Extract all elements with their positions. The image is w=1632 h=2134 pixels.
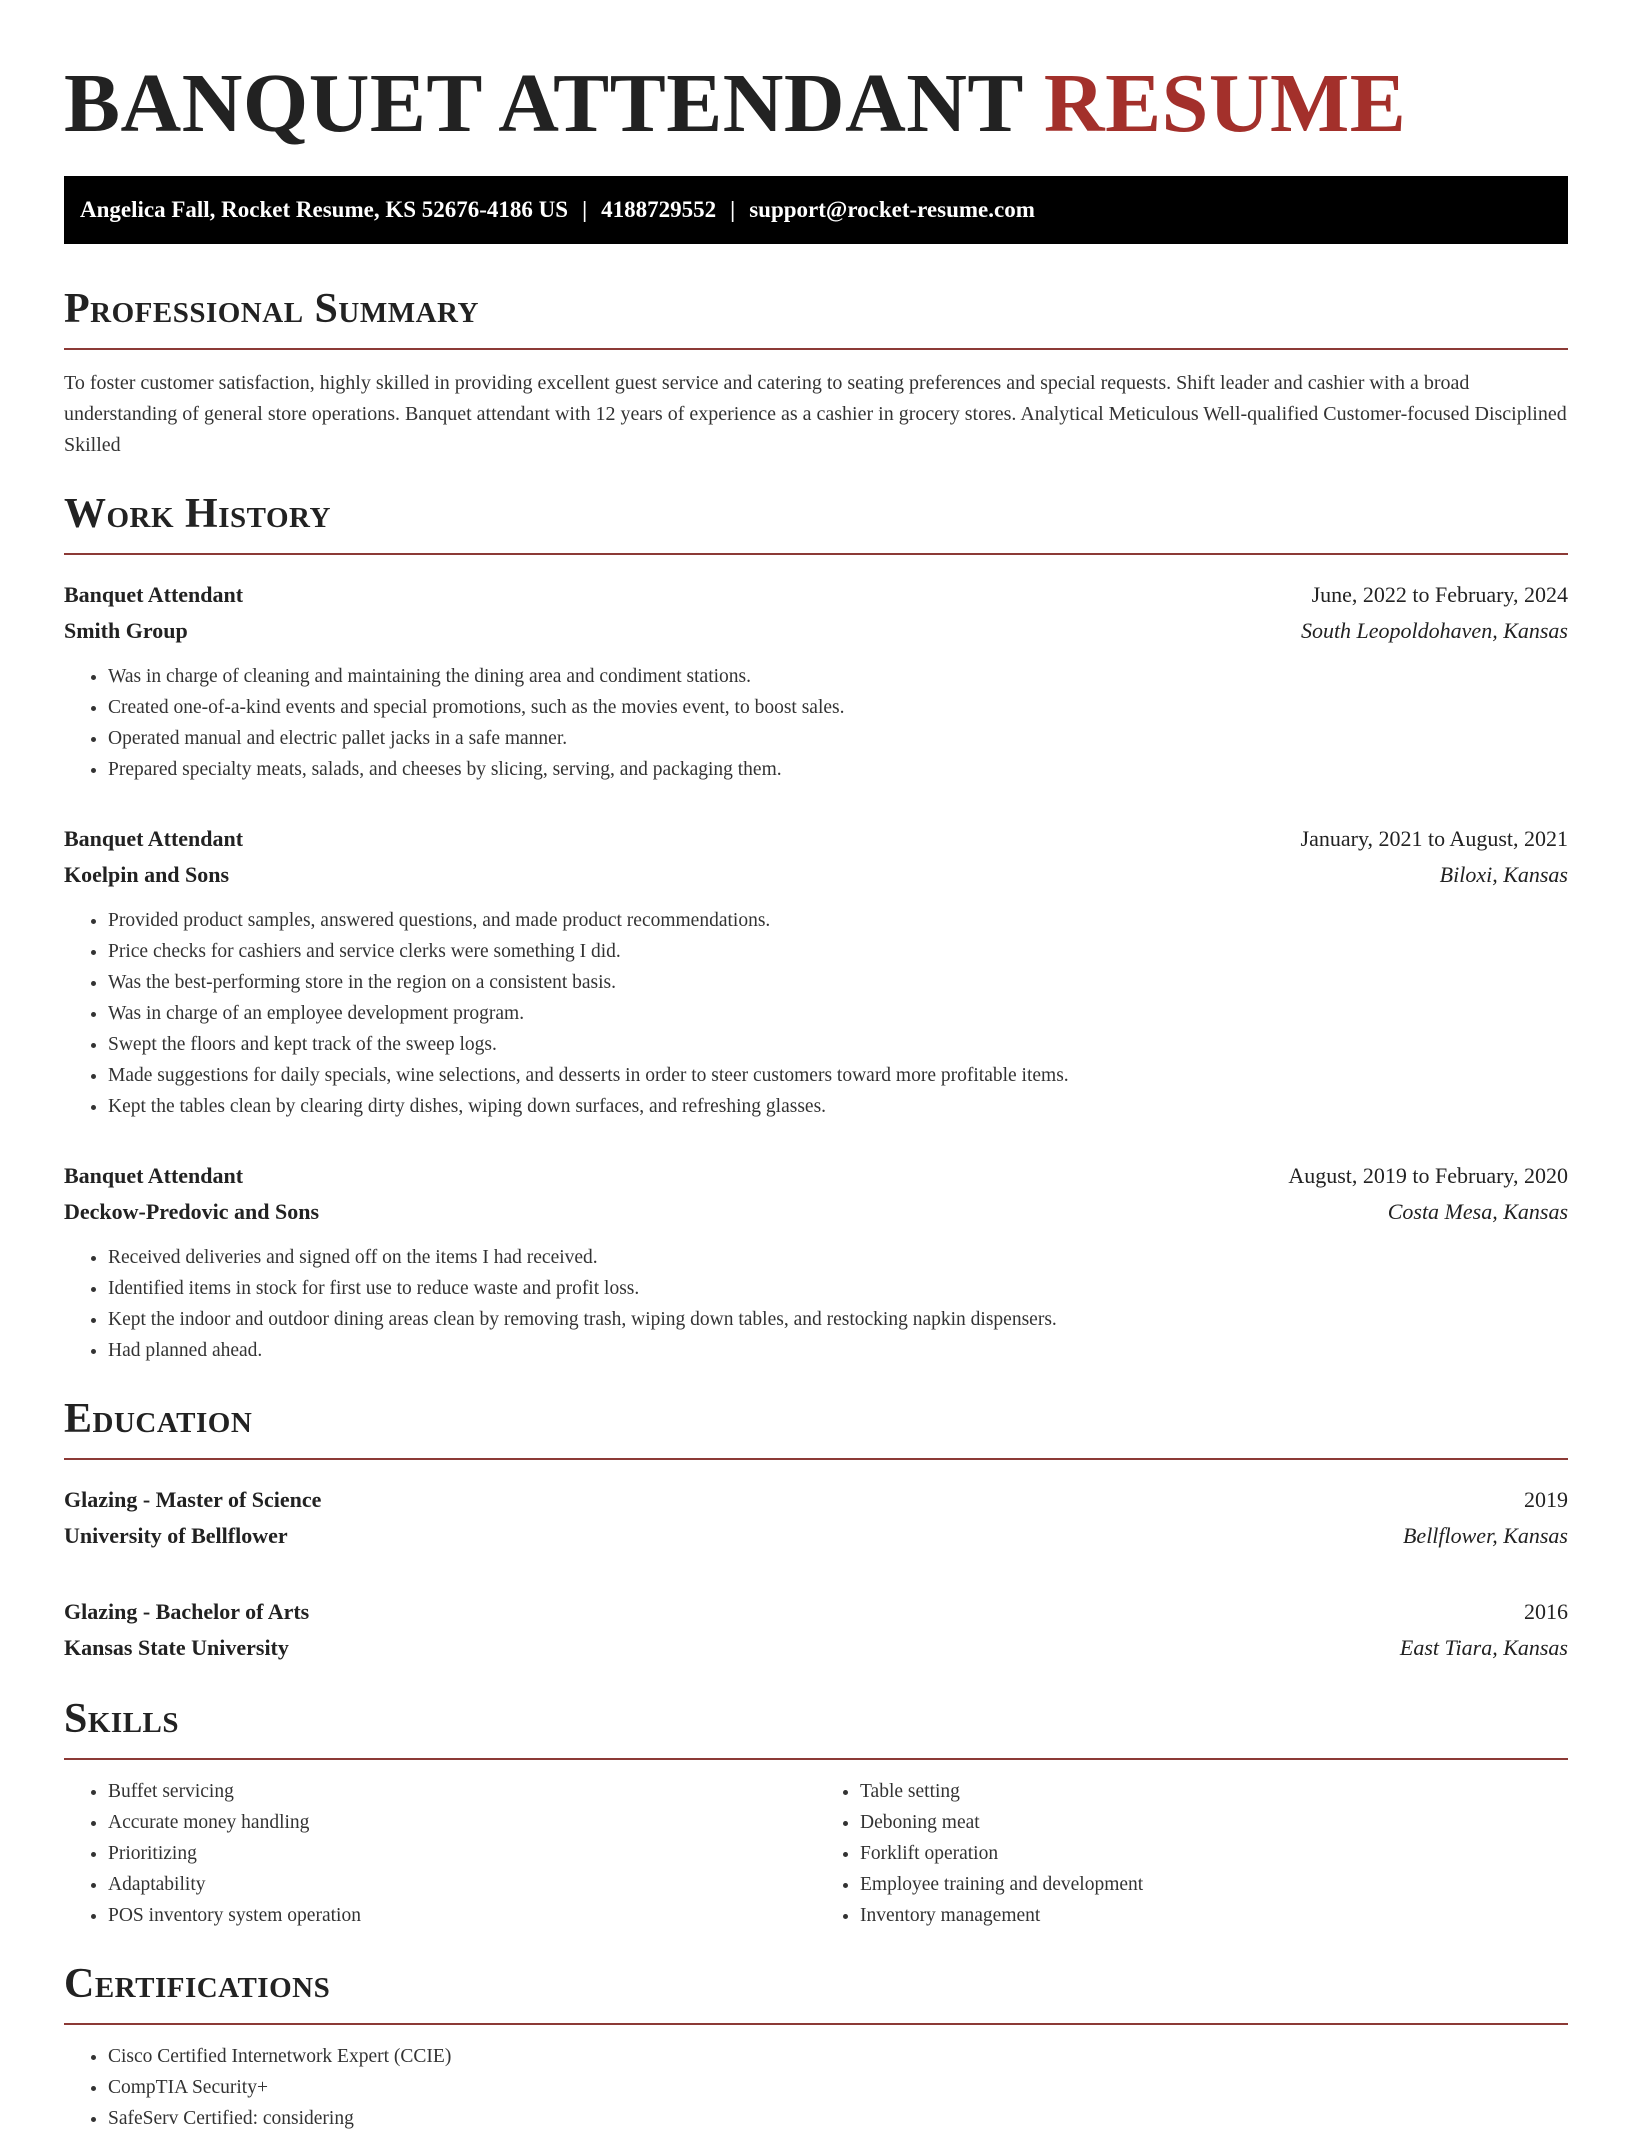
education-school: Kansas State University [64,1635,289,1660]
education-degree-row [64,1482,1568,1518]
skill-item: • Adaptability [108,1869,816,1900]
job-header-row [64,1158,1568,1194]
education-entry [64,1594,1568,1666]
skill-item: • Deboning meat [860,1807,1568,1838]
summary-section [64,284,1568,461]
job-bullet: • Prepared specialty meats, salads, and cheeses by slicing, serving, and packaging them. [108,754,1568,785]
job-bullet: • Kept the tables clean by clearing dirty dishes, wiping down surfaces, and refreshing glasses. [108,1091,1568,1122]
title-main: BANQUET ATTENDANT [64,57,1023,150]
education-school: University of Bellflower [64,1523,288,1548]
job-bullet: • Received deliveries and signed off on the items I had received. [108,1242,1568,1273]
job-bullet: • Kept the indoor and outdoor dining areas clean by removing trash, wiping down tables, and restocking napkin dispensers. [108,1304,1568,1335]
certification-item: • Cisco Certified Internetwork Expert (CCIE) [108,2041,1568,2072]
job-bullet: • Was in charge of cleaning and maintaining the dining area and condiment stations. [108,661,1568,692]
contact-phone[interactable]: 4188729552 [601,197,717,222]
job-dates: June, 2022 to February, 2024 [1311,582,1568,607]
job-bullet: • Was the best-performing store in the region on a consistent basis. [108,967,1568,998]
job-bullet: • Provided product samples, answered questions, and made product recommendations. [108,905,1568,936]
section-heading-certifications: Certifications [64,1959,1568,2025]
certifications-section [64,1959,1568,2134]
job-bullet: • Price checks for cashiers and service clerks were something I did. [108,936,1568,967]
job-bullet: • Created one-of-a-kind events and special promotions, such as the movies event, to boost sales. [108,692,1568,723]
skills-list-right [816,1776,1568,1931]
job-entry [64,577,1568,785]
education-school-row [64,1518,1568,1554]
job-dates: January, 2021 to August, 2021 [1300,826,1568,851]
job-bullet: • Made suggestions for daily specials, wine selections, and desserts in order to steer customers toward more profitable items. [108,1060,1568,1091]
job-dates: August, 2019 to February, 2020 [1288,1163,1568,1188]
skill-item: • Employee training and development [860,1869,1568,1900]
skill-item: • POS inventory system operation [108,1900,816,1931]
job-bullets [64,1242,1568,1366]
title-accent: RESUME [1043,57,1407,150]
skill-item: • Accurate money handling [108,1807,816,1838]
job-header-row [64,821,1568,857]
contact-separator: | [582,197,588,222]
job-entry [64,821,1568,1122]
education-degree-row [64,1594,1568,1630]
resume-page [64,0,1568,2134]
job-company: Smith Group [64,618,188,643]
education-school-row [64,1630,1568,1666]
education-year: 2019 [1524,1487,1568,1512]
contact-separator: | [730,197,736,222]
job-bullet: • Operated manual and electric pallet jacks in a safe manner. [108,723,1568,754]
job-entry [64,1158,1568,1366]
education-location: East Tiara, Kansas [1399,1635,1568,1660]
skill-item: • Buffet servicing [108,1776,816,1807]
job-bullet: • Swept the floors and kept track of the sweep logs. [108,1029,1568,1060]
job-bullets [64,905,1568,1122]
job-location: South Leopoldohaven, Kansas [1300,618,1568,643]
certification-item: • CompTIA Security+ [108,2072,1568,2103]
contact-email[interactable]: support@rocket-resume.com [749,197,1035,222]
job-company: Deckow-Predovic and Sons [64,1199,320,1224]
section-heading-education: Education [64,1394,1568,1460]
education-degree: Glazing - Bachelor of Arts [64,1599,310,1624]
education-location: Bellflower, Kansas [1402,1523,1568,1548]
contact-bar [64,176,1568,244]
contact-address: Angelica Fall, Rocket Resume, KS 52676-4186 US [80,197,569,222]
job-bullet: • Identified items in stock for first use to reduce waste and profit loss. [108,1273,1568,1304]
education-entry [64,1482,1568,1554]
skills-list-left [64,1776,816,1931]
summary-text: To foster customer satisfaction, highly skilled in providing excellent guest service and catering to seating preferences and special requests. Shift leader and cashier with a broad understanding of general store operations. Banquet attendant with 12 years of experience as a cashier in grocery stores. Analytical Meticulous Well-qualified Customer-focused Disciplined Skilled [64,372,1567,456]
job-company-row [64,857,1568,893]
education-year: 2016 [1524,1599,1568,1624]
job-location: Biloxi, Kansas [1439,862,1568,887]
job-location: Costa Mesa, Kansas [1387,1199,1568,1224]
job-bullets [64,661,1568,785]
job-title: Banquet Attendant [64,582,244,607]
certification-item: • SafeServ Certified: considering [108,2103,1568,2134]
section-heading-skills: Skills [64,1694,1568,1760]
skill-item: • Table setting [860,1776,1568,1807]
skill-item: • Prioritizing [108,1838,816,1869]
education-section [64,1394,1568,1666]
job-bullet: • Had planned ahead. [108,1335,1568,1366]
skills-grid [64,1776,1568,1931]
skill-item: • Inventory management [860,1900,1568,1931]
job-header-row [64,577,1568,613]
job-company-row [64,613,1568,649]
skill-item: • Forklift operation [860,1838,1568,1869]
certifications-list [64,2041,1568,2134]
job-company: Koelpin and Sons [64,862,230,887]
job-bullet: • Was in charge of an employee development program. [108,998,1568,1029]
education-degree: Glazing - Master of Science [64,1487,322,1512]
resume-title [64,56,1568,152]
skills-section [64,1694,1568,1931]
job-company-row [64,1194,1568,1230]
job-title: Banquet Attendant [64,1163,244,1188]
section-heading-summary: Professional Summary [64,284,1568,350]
work-history-section [64,489,1568,1366]
section-heading-work-history: Work History [64,489,1568,555]
job-title: Banquet Attendant [64,826,244,851]
